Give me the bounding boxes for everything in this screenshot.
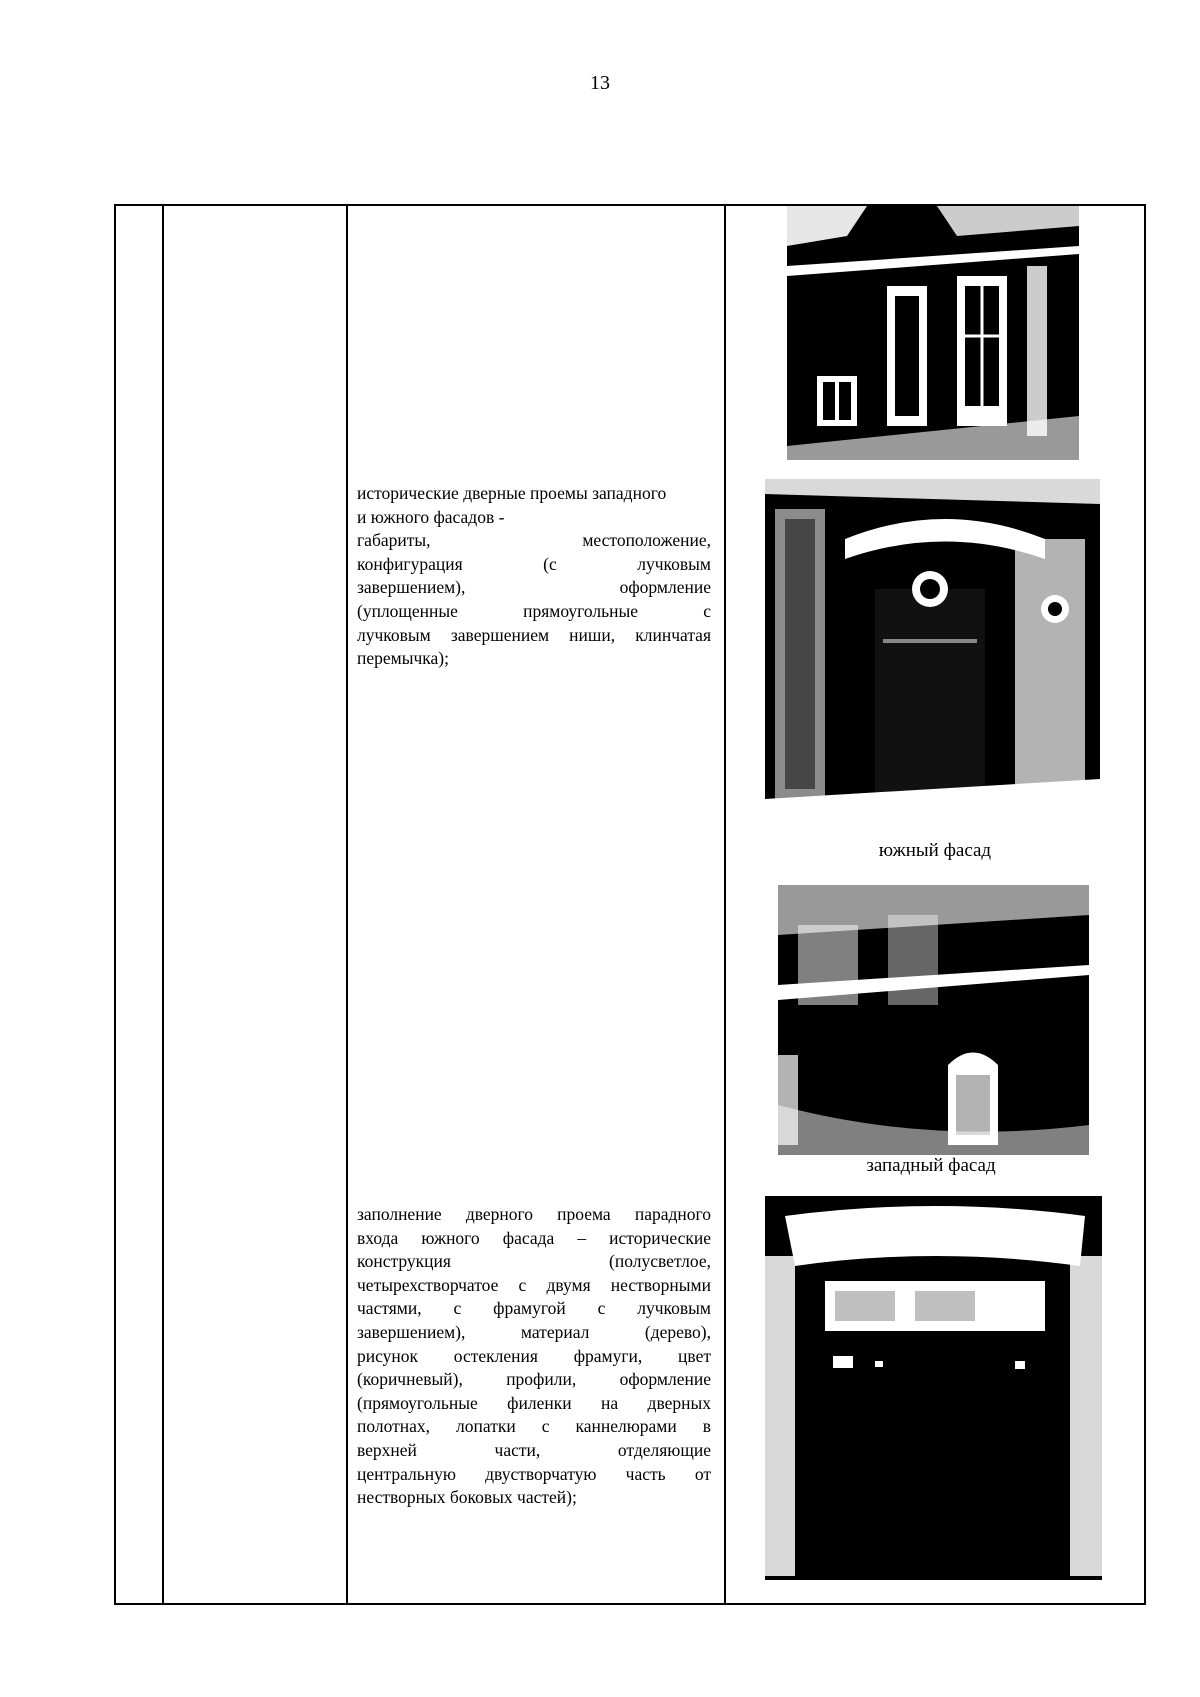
caption-west-facade: западный фасад xyxy=(866,1155,996,1176)
text-line: полотнах, лопатки с каннелюрами в xyxy=(357,1416,711,1437)
page-number: 13 xyxy=(590,72,610,94)
text-line: центральную двустворчатую часть от xyxy=(357,1463,711,1484)
description-door-fill xyxy=(357,1203,711,1510)
text-line: (прямоугольные филенки на дверных xyxy=(357,1392,711,1413)
description-door-openings xyxy=(357,482,711,671)
text-line: верхней части, отделяющие xyxy=(357,1439,711,1460)
main-entrance-door-photo xyxy=(765,1196,1102,1580)
text-line: завершением), оформление xyxy=(357,577,711,598)
text-line: рисунок остекления фрамуги, цвет xyxy=(357,1345,711,1366)
text-line: габариты, местоположение, xyxy=(357,530,711,551)
text-line: заполнение дверного проема парадного xyxy=(357,1204,711,1224)
caption-south-facade: южный фасад xyxy=(878,840,992,861)
text-line: (уплощенные прямоугольные с xyxy=(357,600,711,621)
text-line: (коричневый), профили, оформление xyxy=(357,1369,711,1390)
south-facade-door-photo xyxy=(765,479,1100,814)
text-line: четырехстворчатое с двумя нестворными xyxy=(357,1274,711,1295)
text-line: исторические дверные проемы западного xyxy=(357,483,667,503)
facade-windows-photo xyxy=(787,206,1079,460)
west-facade-photo xyxy=(778,885,1089,1155)
column-divider-2 xyxy=(346,206,348,1603)
text-line: и южного фасадов - xyxy=(357,506,505,527)
column-divider-1 xyxy=(162,206,164,1603)
text-line: лучковым завершением ниши, клинчатая xyxy=(357,624,711,645)
text-line: частями, с фрамугой с лучковым xyxy=(357,1298,711,1319)
text-line: конфигурация (с лучковым xyxy=(357,553,711,574)
text-line: нестворных боковых частей); xyxy=(357,1487,577,1508)
text-line: конструкция (полусветлое, xyxy=(357,1251,711,1272)
text-line: завершением), материал (дерево), xyxy=(357,1321,711,1342)
column-divider-3 xyxy=(724,206,726,1603)
text-line: перемычка); xyxy=(357,648,449,669)
text-line: входа южного фасада – исторические xyxy=(357,1227,711,1248)
